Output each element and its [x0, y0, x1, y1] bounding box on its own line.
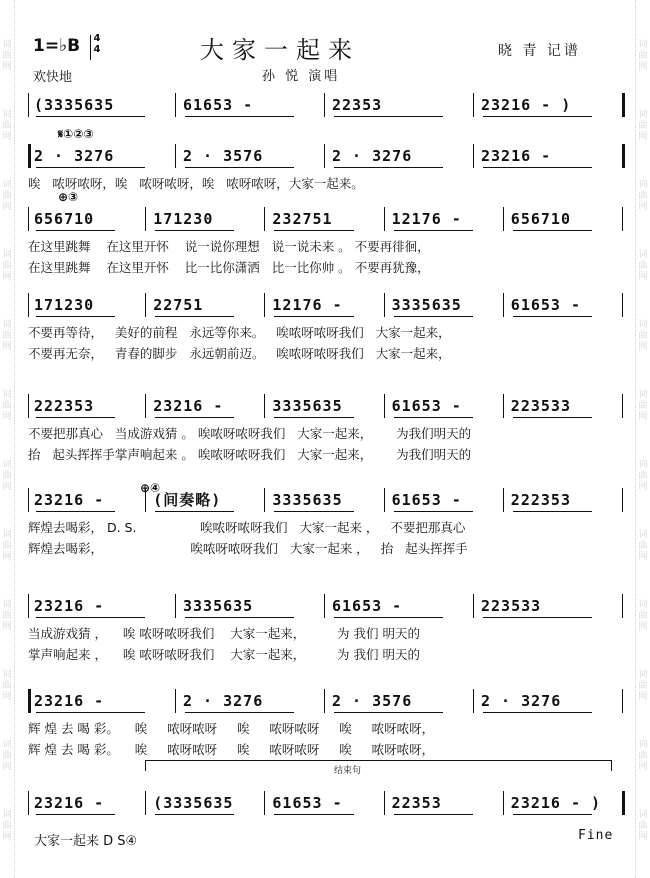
meter-divider — [90, 35, 91, 60]
measure: 23216 - — [34, 597, 105, 615]
barline — [473, 594, 474, 618]
key-signature: 1=♭B — [33, 36, 81, 56]
measure: 61653 - — [391, 491, 462, 509]
barline — [384, 293, 385, 317]
beam-underline — [185, 167, 294, 168]
barline — [145, 394, 146, 418]
notation-line — [28, 487, 624, 513]
notation-line — [28, 790, 624, 816]
beam-underline — [155, 230, 234, 231]
lyric-line: 掌声响起来 ， 唉 哝呀哝呀我们 大家一起来， 为 我们 明天的 — [28, 647, 420, 662]
notation-line — [28, 393, 624, 419]
notation-line — [28, 688, 624, 714]
watermark-text: 词曲网 — [2, 740, 12, 772]
beam-underline — [483, 116, 592, 117]
measure: 222353 — [510, 491, 571, 509]
watermark-text: 词曲网 — [638, 460, 648, 492]
measure: 61653 - — [391, 397, 462, 415]
barline — [473, 93, 474, 117]
beam-underline — [36, 511, 115, 512]
measure: (间奏略) — [153, 491, 222, 509]
watermark-text: 词曲网 — [2, 110, 12, 142]
barline — [145, 207, 146, 231]
measure: 22353 — [332, 96, 383, 114]
watermark-text: 词曲网 — [2, 600, 12, 632]
time-signature — [88, 33, 106, 55]
measure: 3335635 — [183, 597, 254, 615]
barline — [175, 93, 176, 117]
measure: 23216 - ) — [481, 96, 572, 114]
measure: (3335635 — [34, 96, 115, 114]
measure: 171230 — [34, 296, 95, 314]
footer-left-text: 大家一起来 D S④ — [34, 834, 138, 849]
measure: 3335635 — [272, 397, 343, 415]
watermark-text: 词曲网 — [2, 670, 12, 702]
watermark-text: 词曲网 — [638, 670, 648, 702]
measure: 3335635 — [272, 491, 343, 509]
beam-underline — [394, 230, 473, 231]
score-row — [28, 92, 624, 118]
watermark-text: 词曲网 — [638, 180, 648, 212]
watermark-text: 词曲网 — [638, 530, 648, 562]
barline — [264, 488, 265, 512]
barline — [622, 144, 625, 168]
measure: 61653 - — [332, 597, 403, 615]
measure: 12176 - — [272, 296, 343, 314]
notation-line — [28, 143, 624, 169]
measure: 22751 — [153, 296, 204, 314]
watermark-text: 词曲网 — [638, 740, 648, 772]
beam-underline — [394, 814, 473, 815]
navigation-mark: ⊕③ — [58, 190, 79, 204]
lyric-line: 唉 哝呀哝呀，唉 哝呀哝呀，唉 哝呀哝呀，大家一起来。 — [28, 176, 364, 191]
measure: 2 · 3276 — [34, 147, 115, 165]
left-watermark-strip — [0, 0, 15, 878]
score-row — [28, 790, 624, 816]
barline — [622, 394, 623, 418]
beam-underline — [36, 116, 145, 117]
barline — [473, 689, 474, 713]
lyric-line: 在这里跳舞 在这里开怀 比一比你潇洒 比一比你帅 。 不要再犹豫， — [28, 260, 430, 275]
lyric-line: 辉煌去喝彩， 唉哝呀哝呀我们 大家一起来 ， 抬 起头挥挥手 — [28, 541, 468, 556]
barline — [175, 594, 176, 618]
barline — [622, 791, 625, 815]
barline — [622, 488, 623, 512]
measure: 2 · 3576 — [183, 147, 264, 165]
watermark-text: 词曲网 — [638, 320, 648, 352]
beam-underline — [155, 814, 234, 815]
barline — [324, 144, 325, 168]
measure: 222353 — [34, 397, 95, 415]
barline — [264, 394, 265, 418]
beam-underline — [334, 167, 443, 168]
tempo-marking: 欢快地 — [33, 70, 73, 85]
beam-underline — [36, 617, 145, 618]
beam-underline — [36, 167, 145, 168]
measure: 23216 - — [34, 692, 105, 710]
lyric-line: 不要再等待， 美好的前程 永远等你来。 唉哝呀哝呀我们 大家一起来， — [28, 325, 451, 340]
right-watermark-strip — [635, 0, 650, 878]
measure: 3335635 — [391, 296, 462, 314]
beam-underline — [483, 167, 592, 168]
coda-label: 结束句 — [332, 763, 363, 776]
song-title: 大家一起来 — [200, 36, 360, 64]
watermark-text: 词曲网 — [2, 390, 12, 422]
beam-underline — [394, 511, 473, 512]
barline — [622, 594, 623, 618]
barline — [384, 394, 385, 418]
barline — [28, 791, 29, 815]
measure: 61653 - — [510, 296, 582, 314]
barline — [28, 93, 29, 117]
beam-underline — [334, 116, 443, 117]
barline — [28, 594, 29, 618]
barline — [28, 394, 29, 418]
footer-fine: Fine — [578, 828, 614, 843]
watermark-text: 词曲网 — [638, 810, 648, 842]
beam-underline — [274, 230, 353, 231]
watermark-text: 词曲网 — [638, 110, 648, 142]
beam-underline — [36, 316, 115, 317]
notation-line — [28, 206, 624, 232]
beam-underline — [185, 116, 294, 117]
beam-underline — [483, 712, 592, 713]
beam-underline — [483, 617, 592, 618]
barline — [145, 293, 146, 317]
score-row — [28, 481, 624, 556]
beam-underline — [513, 814, 592, 815]
beam-underline — [394, 316, 473, 317]
beam-underline — [334, 617, 443, 618]
barline — [175, 689, 176, 713]
barline — [324, 594, 325, 618]
arranger-credit: 晓 青 记谱 — [498, 43, 581, 59]
beam-underline — [155, 511, 234, 512]
watermark-text: 词曲网 — [2, 180, 12, 212]
navigation-mark: 𝄋①②③ — [58, 127, 94, 141]
beam-underline — [36, 417, 115, 418]
barline — [384, 488, 385, 512]
barline — [264, 791, 265, 815]
measure: 23216 - — [34, 794, 105, 812]
score-row — [28, 292, 624, 361]
lyric-line: 不要把那真心 当成游戏猜 。 唉哝呀哝呀我们 大家一起来， 为我们明天的 — [28, 426, 472, 441]
beam-underline — [36, 712, 145, 713]
watermark-text: 词曲网 — [2, 810, 12, 842]
barline — [175, 144, 176, 168]
beam-underline — [185, 712, 294, 713]
coda-bracket — [145, 760, 612, 771]
watermark-text: 词曲网 — [2, 320, 12, 352]
barline — [264, 293, 265, 317]
notation-line — [28, 292, 624, 318]
barline — [384, 791, 385, 815]
measure: (3335635 — [153, 794, 234, 812]
measure: 22353 — [391, 794, 442, 812]
barline — [28, 488, 29, 512]
watermark-text: 词曲网 — [2, 460, 12, 492]
measure: 656710 — [34, 210, 95, 228]
beam-underline — [334, 712, 443, 713]
measure: 61653 - — [183, 96, 254, 114]
measure: 2 · 3576 — [332, 692, 413, 710]
measure: 2 · 3276 — [481, 692, 562, 710]
measure: 12176 - — [391, 210, 462, 228]
lyric-line: 不要再无奈， 青春的脚步 永远朝前迈。 唉哝呀哝呀我们 大家一起来， — [28, 346, 451, 361]
watermark-text: 词曲网 — [2, 250, 12, 282]
score-row — [28, 127, 624, 191]
barline — [28, 293, 29, 317]
barline — [473, 144, 474, 168]
measure: 223533 — [481, 597, 542, 615]
lyric-line: 抬 起头挥挥手掌声响起来 。 唉哝呀哝呀我们 大家一起来， 为我们明天的 — [28, 447, 472, 462]
score-row — [28, 688, 624, 757]
beam-underline — [36, 814, 115, 815]
beam-underline — [513, 417, 592, 418]
score-row — [28, 593, 624, 662]
barline — [622, 293, 623, 317]
beam-underline — [394, 417, 473, 418]
barline — [503, 207, 504, 231]
watermark-text: 词曲网 — [2, 530, 12, 562]
beam-underline — [513, 230, 592, 231]
measure: 2 · 3276 — [332, 147, 413, 165]
meter-bottom: 4 — [93, 44, 101, 55]
barline — [28, 144, 31, 168]
watermark-text: 词曲网 — [638, 390, 648, 422]
meter-top: 4 — [93, 33, 101, 44]
measure: 656710 — [510, 210, 571, 228]
beam-underline — [513, 511, 592, 512]
measure: 23216 - — [153, 397, 224, 415]
measure: 61653 - — [272, 794, 343, 812]
barline — [503, 293, 504, 317]
beam-underline — [274, 417, 353, 418]
lyric-line: 当成游戏猜 ， 唉 哝呀哝呀我们 大家一起来， 为 我们 明天的 — [28, 626, 420, 641]
measure: 171230 — [153, 210, 214, 228]
beam-underline — [274, 511, 353, 512]
watermark-text: 词曲网 — [2, 40, 12, 72]
barline — [503, 394, 504, 418]
barline — [622, 689, 623, 713]
beam-underline — [513, 316, 592, 317]
barline — [28, 689, 31, 713]
barline — [503, 488, 504, 512]
beam-underline — [155, 417, 234, 418]
watermark-text: 词曲网 — [638, 40, 648, 72]
lyric-line: 在这里跳舞 在这里开怀 说一说你理想 说一说未来 。 不要再徘徊， — [28, 239, 430, 254]
measure: 23216 - ) — [510, 794, 602, 812]
barline — [145, 791, 146, 815]
score-row — [28, 190, 624, 275]
beam-underline — [36, 230, 115, 231]
measure: 23216 - — [481, 147, 552, 165]
navigation-mark: ⊕④ — [140, 481, 161, 495]
lyric-line: 辉 煌 去 喝 彩。 唉 哝呀哝呀 唉 哝呀哝呀 唉 哝呀哝呀， — [28, 721, 435, 736]
measure: 223533 — [510, 397, 571, 415]
lyric-line: 辉 煌 去 喝 彩。 唉 哝呀哝呀 唉 哝呀哝呀 唉 哝呀哝呀， — [28, 742, 435, 757]
beam-underline — [274, 814, 353, 815]
watermark-text: 词曲网 — [638, 250, 648, 282]
singer-credit: 孙 悦 演唱 — [262, 69, 341, 84]
score-row — [28, 393, 624, 462]
beam-underline — [155, 316, 234, 317]
beam-underline — [274, 316, 353, 317]
barline — [28, 207, 29, 231]
barline — [384, 207, 385, 231]
barline — [622, 93, 625, 117]
measure: 232751 — [272, 210, 333, 228]
barline — [264, 207, 265, 231]
notation-line — [28, 593, 624, 619]
barline — [622, 207, 623, 231]
measure: 23216 - — [34, 491, 105, 509]
watermark-text: 词曲网 — [638, 600, 648, 632]
lyric-line: 辉煌去喝彩， D. S. 唉哝呀哝呀我们 大家一起来 ， 不要把那真心 — [28, 520, 466, 535]
barline — [503, 791, 504, 815]
beam-underline — [185, 617, 294, 618]
measure: 2 · 3276 — [183, 692, 264, 710]
barline — [324, 93, 325, 117]
barline — [324, 689, 325, 713]
notation-line — [28, 92, 624, 118]
